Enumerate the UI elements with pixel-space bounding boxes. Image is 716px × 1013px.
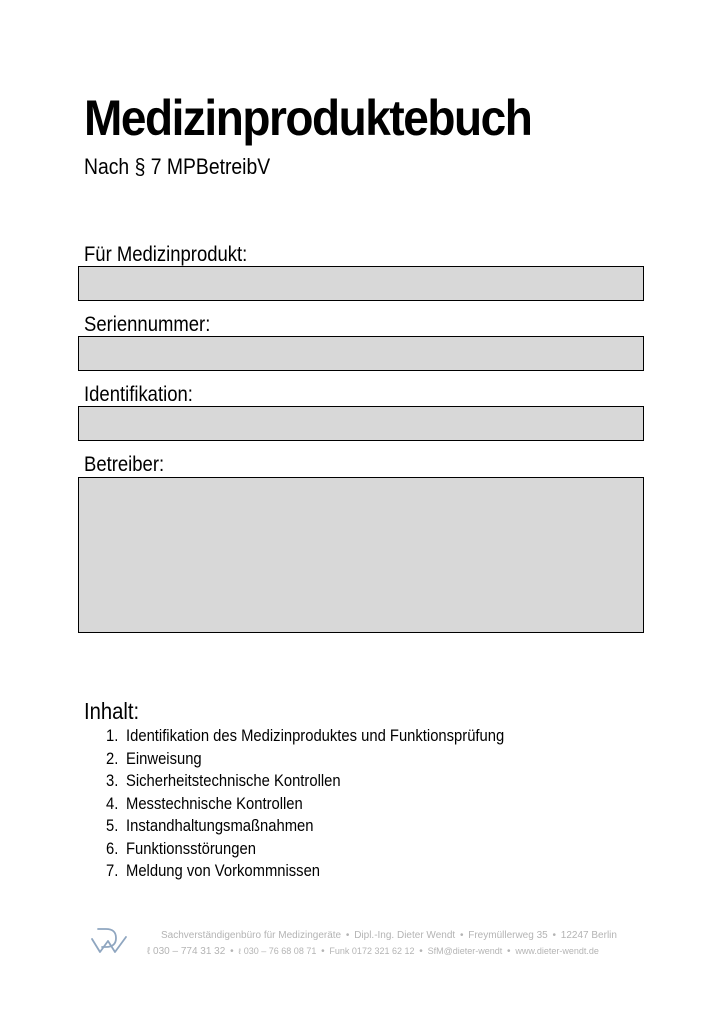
footer-mobile: Funk 0172 321 62 12 [329,946,415,956]
contents-item-label: Messtechnische Kontrollen [126,793,303,813]
contents-item-number: 5. [106,816,119,835]
footer-phone: 030 – 774 31 32 [153,946,226,957]
footer-person: Dipl.-Ing. Dieter Wendt [354,930,456,941]
operator-field[interactable] [78,477,644,633]
field-label-serial-number: Seriennummer: [84,313,211,336]
identification-field[interactable] [78,406,644,441]
dw-logo-icon [90,927,128,955]
footer-separator: • [459,930,464,941]
footer-contact-line [147,944,599,959]
contents-item-label: Einweisung [126,748,202,768]
contents-item-number: 7. [106,861,119,880]
footer-address-line [161,929,617,943]
contents-item [106,725,504,748]
footer-street: Freymüllerweg 35 [468,930,548,941]
contents-item-label: Meldung von Vorkommnissen [126,861,321,880]
contents-item-label: Sicherheitstechnische Kontrollen [126,771,341,790]
contents-list [106,725,564,883]
footer-fax: 030 – 76 68 08 71 [243,946,317,956]
fax-icon: ℓ [238,947,241,956]
footer-separator: • [345,930,350,941]
serial-number-field[interactable] [78,336,644,371]
contents-item-number: 1. [106,726,119,745]
contents-item [106,838,504,861]
contents-item-number: 4. [106,793,119,813]
contents-item-number: 6. [106,838,119,858]
contents-item [106,860,504,883]
footer-separator: • [230,946,234,957]
footer-website[interactable]: www.dieter-wendt.de [515,946,599,956]
field-label-identification: Identifikation: [84,383,193,406]
field-label-operator: Betreiber: [84,453,165,476]
document-title: Medizinproduktebuch [84,90,532,146]
footer-separator: • [552,930,557,941]
contents-item-number: 3. [106,771,119,790]
contents-item-number: 2. [106,748,119,768]
contents-item-label: Funktionsstörungen [126,838,256,858]
contents-heading: Inhalt: [84,698,140,724]
footer-separator: • [507,946,511,957]
contents-item-label: Identifikation des Medizinproduktes und Funktionsprüfung [126,726,505,745]
contents-item-label: Instandhaltungsmaßnahmen [126,816,314,835]
contents-item [106,815,504,838]
footer-company: Sachverständigenbüro für Medizingeräte [161,930,342,941]
contents-item [106,770,504,793]
document-subtitle: Nach § 7 MPBetreibV [84,154,271,179]
footer-email[interactable]: SfM@dieter-wendt [427,946,503,956]
footer-city: 12247 Berlin [560,930,617,941]
footer-separator: • [321,946,325,957]
footer-separator: • [419,946,423,957]
contents-item [106,748,504,771]
contents-item [106,793,504,816]
medical-device-field[interactable] [78,266,644,301]
phone-icon: ℓ [147,946,151,957]
field-label-medical-device: Für Medizinprodukt: [84,243,248,266]
